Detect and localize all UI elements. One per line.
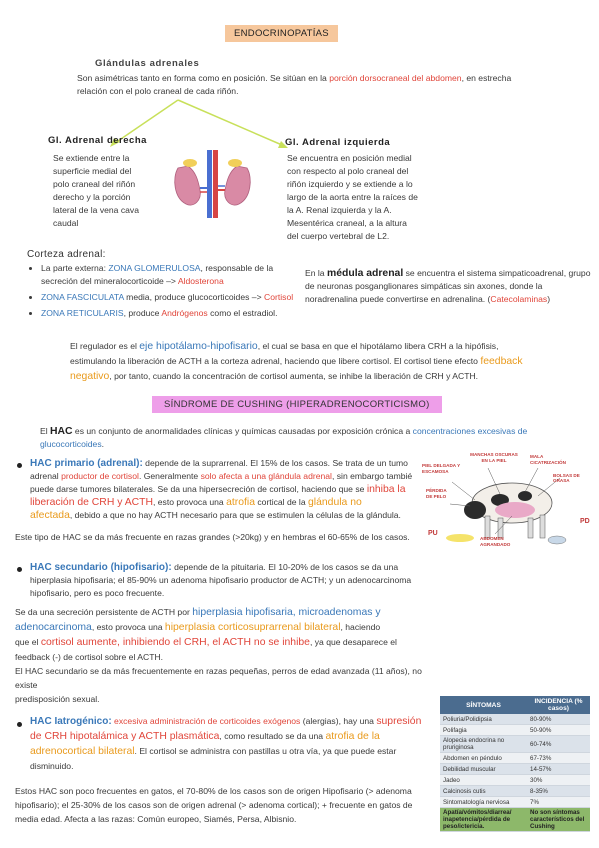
text-line: media edad. Afecta a las razas: Común europeo, Siamés, Persa, Albisnio. <box>15 814 297 824</box>
aorta-shape <box>213 150 218 218</box>
table-cell: Alopecia endocrina no pruriginosa <box>440 736 527 753</box>
label-leader <box>452 482 475 500</box>
table-header-row <box>440 696 590 714</box>
highlight-orange: glándula no <box>308 497 362 508</box>
text-line: Mesentérica craneal, a la altura <box>287 218 407 228</box>
iatrogenico-block <box>30 714 430 774</box>
table-cell: Polifagia <box>440 725 527 736</box>
dog-head <box>464 501 486 519</box>
text-span: de neuronas posganglionares simpáticas sin axones, donde la <box>305 281 543 291</box>
text-span: media, produce glucocorticoides –> <box>123 292 264 302</box>
highlight-blue: eje hipotálamo-hipofisario <box>139 341 258 352</box>
primario-title: HAC primario (adrenal): <box>30 458 143 469</box>
text-span: hiperplasia hipofisaria; el 85-90% un adenoma hipofisario productor de ACTH; y un adenocarcinoma <box>30 575 412 585</box>
text-span: En la <box>305 268 327 278</box>
table-cell: Calcinosis cutis <box>440 786 527 797</box>
table-cell: 67-73% <box>527 753 590 764</box>
highlight-blue: ZONA FASCICULATA <box>41 292 124 302</box>
label-piel: PIEL DELGADA Y ESCAMOSA <box>422 463 461 474</box>
text-span: predisposición sexual. <box>15 694 100 704</box>
table-cell: Poliuria/Polidipsia <box>440 714 527 725</box>
highlight-red: porción dorsocraneal del abdomen <box>329 73 462 83</box>
medula-text <box>305 267 595 306</box>
bullet-secundario <box>17 567 22 572</box>
text-span: , esto provoca una <box>91 622 165 632</box>
label-perdida: PÉRDIDA DE PELO <box>426 488 447 499</box>
text-line: derecho y la porción <box>53 192 131 202</box>
text-span: El <box>40 426 51 436</box>
regulador-text <box>70 339 540 384</box>
highlight-orange: feedback <box>480 356 523 367</box>
highlight-orange: hiperplasia corticosuprarrenal bilateral <box>164 622 341 633</box>
corteza-list <box>26 262 296 320</box>
highlight-red: inhiba la <box>366 484 406 495</box>
primario-block <box>30 457 415 522</box>
label-pu: PU <box>428 530 438 537</box>
corteza-title-text: Corteza adrenal <box>27 249 103 260</box>
bullet-primario <box>17 463 22 468</box>
iatrogenico-title: HAC Iatrogénico: <box>30 716 112 727</box>
table-cell: No son síntomas característicos del Cushing <box>527 808 590 832</box>
text-span: secreción del mineralocorticoide –> <box>41 276 178 286</box>
secundario-block <box>30 561 450 600</box>
highlight-orange: atrofia de la <box>325 731 380 742</box>
highlight-red: supresión <box>376 716 422 727</box>
text-span: Son asimétricas tanto en forma como en posición. Se sitúan en la <box>77 73 330 83</box>
table-cell: 80-90% <box>527 714 590 725</box>
izquierda-title: Gl. Adrenal izquierda <box>285 137 391 148</box>
dog-spot <box>518 491 532 501</box>
text-span: adrenal <box>30 471 62 481</box>
table-cell: 7% <box>527 797 590 808</box>
highlight-blue: hiperplasia hipofisaria, microadenomas y <box>192 607 381 618</box>
adrenal-right-shape <box>183 159 197 167</box>
table-row <box>440 775 590 786</box>
text-line: lateral de la vena cava <box>53 205 139 215</box>
text-span: , en estrecha <box>461 73 512 83</box>
table-cell: 50-90% <box>527 725 590 736</box>
text-span: hipofisario, pero es poco frecuente. <box>30 588 165 598</box>
table-cell: Debilidad muscular <box>440 764 527 775</box>
text-span: como el estradiol. <box>207 308 278 318</box>
adrenal-left-shape <box>228 159 242 167</box>
text-span: , haciendo <box>340 622 381 632</box>
table-row <box>440 753 590 764</box>
secundario-detalle <box>15 605 445 706</box>
corteza-title <box>27 249 106 260</box>
symptoms-table <box>440 696 590 832</box>
dog-belly <box>495 502 535 518</box>
symptoms-table-container <box>440 696 590 832</box>
text-span: disminuido. <box>30 761 74 771</box>
label-abdomen: ABDOMEN AGRANDADO <box>480 536 511 547</box>
text-span: El regulador es el <box>70 341 140 351</box>
text-span: , como resultado se da una <box>219 731 326 741</box>
highlight-orange: adrenocortical bilateral <box>30 746 135 757</box>
table-cell: 60-74% <box>527 736 590 753</box>
text-span: , el cual se basa en que el hipotálamo libera CRH a la hipófisis, <box>257 341 499 351</box>
text-span: , debido a que no hay ACTH necesario para que se estimulen la células de la glándula. <box>69 510 401 520</box>
table-cell: 8-35% <box>527 786 590 797</box>
text-span: , por tanto, cuando la concentración de cortisol aumenta, se inhibe la liberación de CRH y ACTH. <box>109 371 479 381</box>
text-span: . Generalmente <box>138 471 201 481</box>
text-span: depende de la suprarrenal. El 15% de los casos. Se trata de un tumo <box>142 458 408 468</box>
text-span: El HAC secundario se da más frecuentemente en razas pequeñas, perros de edad avanzada (11 años), no existe <box>15 666 422 690</box>
text-line: caudal <box>53 218 79 228</box>
text-line: largo de la aorta entre la raíces de <box>287 192 418 202</box>
text-span: puede darse tumores bilaterales. Se da una hipersecreción de cortisol, haciendo que se <box>30 484 367 494</box>
highlight-orange: afectada <box>30 510 70 521</box>
text-span: , sin embargo tambié <box>331 471 413 481</box>
vena-cava-shape <box>207 150 212 218</box>
label-bolsas: BOLSAS DE GRASA <box>553 473 580 483</box>
highlight-red: Aldosterona <box>177 276 224 286</box>
table-header-cell: INCIDENCIA (% casos) <box>527 696 590 714</box>
label-manchas: MANCHAS OSCURAS EN LA PIEL <box>470 452 518 463</box>
label-pd: PD <box>580 518 590 525</box>
highlight-red: solo afecta a una glándula adrenal <box>200 471 332 481</box>
text-line: hipofisario); el 25-30% de los casos son de origen adrenal (> adenoma cortical); + frecuente en gatos de <box>15 800 413 810</box>
derecha-text <box>53 152 163 230</box>
urine-puddle <box>446 534 474 542</box>
highlight-orange: atrofia <box>226 497 255 508</box>
text-span: . <box>101 439 105 449</box>
page-title-banner: ENDOCRINOPATÍAS <box>225 25 338 42</box>
label-mala: MALA CICATRIZACIÓN <box>530 454 566 465</box>
text-line: Se extiende entre la <box>53 153 130 163</box>
corteza-item <box>41 307 296 320</box>
text-span: La parte externa: <box>41 263 109 273</box>
text-line: Estos HAC son poco frecuentes en gatos, el 70-80% de los casos son de origen Hipofisario (> adenoma <box>15 786 412 796</box>
text-line: del cuerpo vertebral de L2. <box>287 231 390 241</box>
corteza-item <box>41 291 296 304</box>
text-span: feedback (-) de cortisol sobre el ACTH. <box>15 652 164 662</box>
text-span: noradrenalina puede convertirse en adrenalina. ( <box>305 294 491 304</box>
table-row <box>440 808 590 832</box>
highlight-red: liberación de CRH y ACTH <box>30 497 153 508</box>
bullet-iatrogenico <box>17 722 22 727</box>
table-cell: Abdomen en péndulo <box>440 753 527 764</box>
highlight-red: productor de cortisol <box>61 471 139 481</box>
text-line: la A. Renal izquierda y la A. <box>287 205 392 215</box>
glandulas-title: Glándulas adrenales <box>95 58 200 69</box>
primario-frecuencia: Este tipo de HAC se da más frecuente en razas grandes (>20kg) y en hembras el 60-65% de los casos. <box>15 532 410 542</box>
text-span: que el <box>15 637 41 647</box>
text-span: Se da una secreción persistente de ACTH por <box>15 607 193 617</box>
table-cell: Jadeo <box>440 775 527 786</box>
arrow-right-line <box>178 100 282 145</box>
highlight-red: Andrógenos <box>161 308 208 318</box>
text-span: ) <box>547 294 551 304</box>
text-span: , produce <box>123 308 162 318</box>
highlight-red: cortisol aumente, inhibiendo el CRH, el ACTH no se inhibe <box>40 637 310 648</box>
text-line: superficie medial del <box>53 166 132 176</box>
text-span: cortical de la <box>254 497 309 507</box>
kidney-right-shape <box>175 166 201 205</box>
corteza-item <box>41 262 296 288</box>
table-cell: Apatía/vómitos/diarrea/ inapetencia/pérdida de peso/ictericia. <box>440 808 527 832</box>
branch-arrows <box>60 95 320 155</box>
text-span: se encuentra el sistema simpaticoadrenal, grupo <box>403 268 591 278</box>
text-span: , ya que desaparece el <box>309 637 397 647</box>
table-cell: Sintomatología nerviosa <box>440 797 527 808</box>
table-row <box>440 736 590 753</box>
text-line: con respecto al polo craneal del <box>287 166 409 176</box>
table-row <box>440 764 590 775</box>
medula-keyword: médula adrenal <box>326 268 404 279</box>
dog-leg <box>485 516 490 538</box>
text-span: , responsable de la <box>200 263 274 273</box>
table-cell: 14-57% <box>527 764 590 775</box>
highlight-red: Catecolaminas <box>490 294 548 304</box>
dog-cushing-illustration <box>420 448 595 553</box>
text-span: . El cortisol se administra con pastillas u otra vía, ya que puede estar <box>134 746 397 756</box>
highlight-orange: negativo <box>70 371 110 382</box>
highlight-blue: adenocarcinoma <box>15 622 92 633</box>
table-header-cell: SÍNTOMAS <box>440 696 527 714</box>
text-line: Se encuentra en posición medial <box>287 153 412 163</box>
table-row <box>440 786 590 797</box>
kidney-left-shape <box>225 166 251 205</box>
highlight-red: Cortisol <box>264 292 294 302</box>
hac-keyword: HAC <box>50 426 73 437</box>
highlight-blue: concentraciones excesivas de <box>412 426 528 436</box>
table-row <box>440 725 590 736</box>
table-row <box>440 797 590 808</box>
dog-leg <box>528 518 533 538</box>
highlight-red: excesiva administración de corticoides exógenos <box>111 716 301 726</box>
text-line: polo craneal del riñón <box>53 179 136 189</box>
text-span: (alergias), hay una <box>300 716 377 726</box>
table-row <box>440 714 590 725</box>
text-line: riñón izquierdo y se extiende a lo <box>287 179 413 189</box>
highlight-blue: ZONA RETICULARIS <box>41 308 124 318</box>
corteza-title-colon: : <box>102 249 106 260</box>
gatos-text <box>15 784 435 826</box>
highlight-blue: glucocorticoides <box>40 439 102 449</box>
secundario-title: HAC secundario (hipofisario): <box>30 562 172 573</box>
water-bowl <box>548 536 566 544</box>
highlight-red: de CRH hipotalámica y ACTH plasmática <box>30 731 220 742</box>
derecha-title: Gl. Adrenal derecha <box>48 135 147 146</box>
text-span: , esto provoca una <box>153 497 227 507</box>
text-span: relación con el polo craneal de cada riñón. <box>77 86 239 96</box>
text-span: es un conjunto de anormalidades clínicas y químicas causadas por exposición crónica a <box>72 426 413 436</box>
table-cell: 30% <box>527 775 590 786</box>
adrenal-kidney-illustration <box>170 150 255 218</box>
sindrome-banner: SÍNDROME DE CUSHING (HIPERADRENOCORTICISMO) <box>152 396 442 413</box>
text-span: estimulando la liberación de ACTH a la corteza adrenal, haciendo que libere cortisol. El cortisol tiene efecto <box>70 356 481 366</box>
izquierda-text <box>287 152 447 243</box>
text-span: depende de la pituitaria. El 10-20% de los casos se da una <box>171 562 399 572</box>
highlight-blue: ZONA GLOMERULOSA <box>108 263 201 273</box>
dog-leg <box>540 515 545 538</box>
